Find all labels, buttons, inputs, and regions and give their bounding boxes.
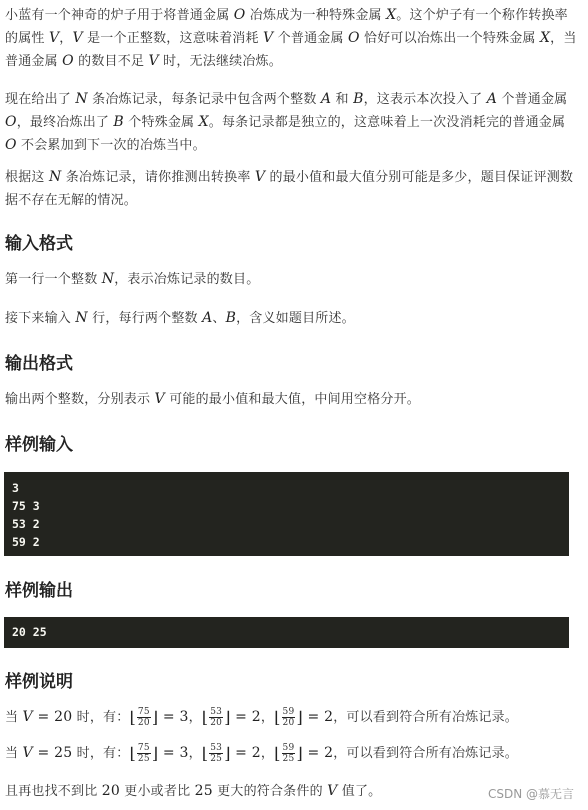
fraction-denominator: 25 xyxy=(210,754,223,764)
math-symbol: V xyxy=(22,709,33,725)
fraction-numerator: 59 xyxy=(282,707,295,717)
sample-input-heading: 样例输入 xyxy=(5,435,73,455)
intro-paragraph-3 xyxy=(5,166,577,212)
math-symbol: A xyxy=(486,91,498,107)
math-symbol: V xyxy=(263,30,274,46)
text-run: ，表示冶炼记录的数目。 xyxy=(114,272,260,287)
text-run: 时，无法继续冶炼。 xyxy=(158,54,282,69)
text-run: 恰好可以冶炼出一个特殊金属 xyxy=(359,31,540,46)
text-run: ， xyxy=(260,710,275,725)
text-run: 当 xyxy=(5,710,23,725)
floor-right: ⌋ xyxy=(151,744,159,763)
math-symbol: A xyxy=(320,91,332,107)
input-format-line-2 xyxy=(5,307,577,330)
code-line: 75 3 xyxy=(12,499,40,513)
text-run: 更小或者比 xyxy=(119,784,195,799)
text-run: 的最小值和最大值分别可能是多少，题目保证评测数据不存在无解的情况。 xyxy=(5,170,574,208)
text-run: 时，有： xyxy=(72,710,130,725)
text-run: 冶炼成为一种特殊金属 xyxy=(245,8,387,23)
text-run: 当 xyxy=(5,746,23,761)
fraction xyxy=(209,707,223,728)
math-symbol: X xyxy=(386,7,397,23)
text-run: ，当普通金属 xyxy=(5,31,577,69)
text-run: ， xyxy=(188,746,202,761)
csdn-watermark: CSDN @慕无言 xyxy=(487,787,574,801)
math-symbol: N xyxy=(75,310,88,326)
text-run: 个普通金属 xyxy=(273,31,349,46)
math-symbol: V xyxy=(154,391,165,407)
fraction xyxy=(209,743,223,764)
text-run: 个特殊金属 xyxy=(123,115,199,130)
text-run: ， xyxy=(260,746,275,761)
math-value: = 2 xyxy=(302,709,334,725)
math-symbol: O xyxy=(348,30,360,46)
math-symbol: B xyxy=(113,114,124,130)
text-run: ， xyxy=(59,31,73,46)
text-run: 接下来输入 xyxy=(5,311,76,326)
math-symbol: X xyxy=(539,30,551,46)
output-format-heading: 输出格式 xyxy=(5,354,73,374)
text-run: 条冶炼记录，请你推测出转换率 xyxy=(61,170,255,185)
input-format-heading: 输入格式 xyxy=(5,234,73,254)
sample-input-code xyxy=(4,472,569,556)
math-symbol: V xyxy=(48,30,60,46)
text-run: ，最终冶炼出了 xyxy=(16,115,114,130)
explanation-heading: 样例说明 xyxy=(5,672,73,692)
math-symbol: B xyxy=(353,91,364,107)
math-value: = 3 xyxy=(158,709,189,725)
math-symbol: V xyxy=(22,745,33,761)
intro-paragraph-2 xyxy=(5,88,577,157)
fraction xyxy=(137,743,151,764)
floor-left: ⌊ xyxy=(129,744,136,763)
math-symbol: O xyxy=(5,114,17,130)
text-run: ，这表示本次投入了 xyxy=(363,92,487,107)
math-symbol: X xyxy=(198,114,209,130)
math-value: = 20 xyxy=(32,709,73,725)
explanation-line-2 xyxy=(5,742,577,765)
floor-right: ⌋ xyxy=(224,708,231,727)
code-line: 59 2 xyxy=(12,535,40,549)
text-run: 个普通金属 xyxy=(497,92,568,107)
fraction-numerator: 53 xyxy=(210,707,223,717)
sample-output-heading: 样例输出 xyxy=(5,581,73,601)
explanation-line-1 xyxy=(5,706,577,729)
fraction-denominator: 20 xyxy=(210,718,223,728)
text-run: ，含义如题目所述。 xyxy=(236,311,355,326)
math-symbol: V xyxy=(327,783,338,799)
math-symbol: O xyxy=(233,7,246,23)
text-run: 。这个炉子有一个称作转换率的属性 xyxy=(5,8,568,46)
text-run: ，可以看到符合所有冶炼记录。 xyxy=(333,710,518,725)
code-line: 3 xyxy=(12,481,19,495)
text-run: 小蓝有一个神奇的炉子用于将普通金属 xyxy=(5,8,234,23)
math-symbol: V xyxy=(148,53,159,69)
math-value: = 2 xyxy=(230,745,261,761)
floor-right: ⌋ xyxy=(296,744,303,763)
fraction xyxy=(282,743,296,764)
fraction-denominator: 25 xyxy=(282,754,295,764)
fraction xyxy=(282,707,296,728)
math-symbol: V xyxy=(72,30,83,46)
fraction-numerator: 59 xyxy=(282,743,295,753)
math-symbol: N xyxy=(101,271,115,287)
math-symbol: B xyxy=(225,310,237,326)
text-run: 现在给出了 xyxy=(5,92,76,107)
fraction-denominator: 20 xyxy=(282,718,295,728)
text-run: 、 xyxy=(212,311,226,326)
text-run: 和 xyxy=(331,92,354,107)
code-line: 53 2 xyxy=(12,517,40,531)
floor-left: ⌊ xyxy=(201,708,209,727)
text-run: 条冶炼记录，每条记录中包含两个整数 xyxy=(87,92,321,107)
floor-right: ⌋ xyxy=(151,708,159,727)
math-symbol: O xyxy=(62,53,74,69)
text-run: ， xyxy=(188,710,202,725)
code-line: 20 25 xyxy=(12,625,47,639)
floor-left: ⌊ xyxy=(201,744,209,763)
math-value: = 2 xyxy=(230,709,261,725)
math-value: = 2 xyxy=(302,745,334,761)
floor-left: ⌊ xyxy=(274,744,281,763)
fraction xyxy=(137,707,151,728)
text-run: 是一个正整数，这意味着消耗 xyxy=(82,31,264,46)
text-run: 可能的最小值和最大值，中间用空格分开。 xyxy=(164,392,420,407)
math-symbol: V xyxy=(254,169,266,185)
floor-right: ⌋ xyxy=(224,744,231,763)
math-value: = 25 xyxy=(32,745,73,761)
text-run: 更大的符合条件的 xyxy=(212,784,328,799)
fraction-denominator: 25 xyxy=(137,754,150,764)
text-run: 行，每行两个整数 xyxy=(87,311,203,326)
floor-right: ⌋ xyxy=(296,708,303,727)
math-value: = 3 xyxy=(158,745,189,761)
text-run: 且再也找不到比 xyxy=(5,784,102,799)
floor-left: ⌊ xyxy=(129,708,136,727)
fraction-denominator: 20 xyxy=(137,718,150,728)
text-run: 值了。 xyxy=(337,784,382,799)
math-symbol: O xyxy=(5,137,17,153)
fraction-numerator: 75 xyxy=(137,743,150,753)
math-symbol: A xyxy=(202,310,213,326)
text-run: 时，有： xyxy=(72,746,130,761)
text-run: 第一行一个整数 xyxy=(5,272,102,287)
math-symbol: N xyxy=(75,91,88,107)
sample-output-code xyxy=(4,617,569,648)
text-run: 输出两个整数，分别表示 xyxy=(5,392,155,407)
intro-paragraph-1 xyxy=(5,4,577,73)
math-symbol: 20 xyxy=(101,783,120,799)
text-run: 的数目不足 xyxy=(73,54,149,69)
math-symbol: 25 xyxy=(194,783,213,799)
input-format-line-1 xyxy=(5,268,577,291)
text-run: 根据这 xyxy=(5,170,49,185)
fraction-numerator: 53 xyxy=(210,743,223,753)
output-format-line-1 xyxy=(5,388,577,411)
floor-left: ⌊ xyxy=(274,708,281,727)
text-run: 不会累加到下一次的冶炼当中。 xyxy=(16,138,206,153)
math-symbol: N xyxy=(48,169,62,185)
text-run: ，可以看到符合所有冶炼记录。 xyxy=(333,746,518,761)
text-run: 。每条记录都是独立的，这意味着上一次没消耗完的普通金属 xyxy=(208,115,566,130)
fraction-numerator: 75 xyxy=(137,707,150,717)
